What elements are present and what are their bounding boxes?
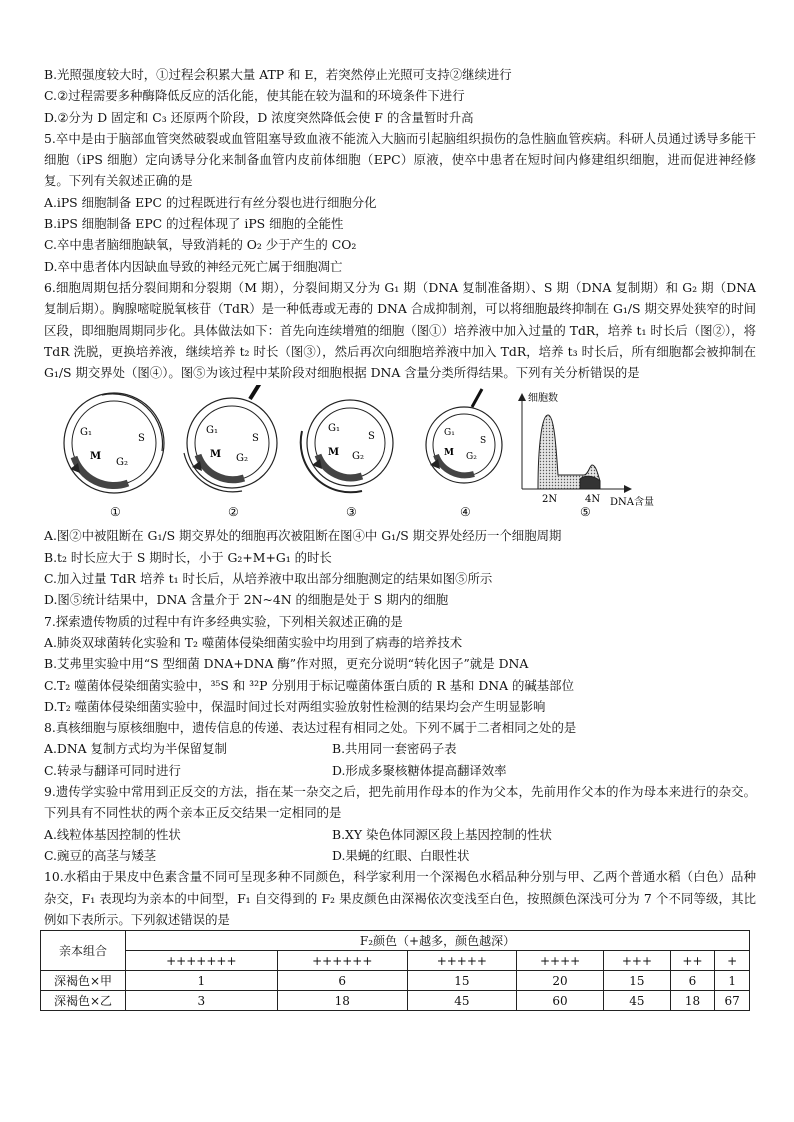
table-cell: 18 <box>670 991 715 1011</box>
table-cell: 15 <box>407 971 516 991</box>
dna-content-histogram <box>518 391 654 519</box>
table-cell: 3 <box>126 991 278 1011</box>
s-label: S <box>368 431 375 443</box>
histogram-xlabel: DNA含量 <box>610 497 654 509</box>
q6-option-c: C.加入过量 TdR 培养 t₁ 时长后，从培养液中取出部分细胞测定的结果如图⑤所示 <box>44 571 493 587</box>
g2-label: G₂ <box>466 452 477 463</box>
q5-option-a: A.iPS 细胞制备 EPC 的过程既进行有丝分裂也进行细胞分化 <box>44 194 377 210</box>
cell-cycle-figure <box>44 385 756 521</box>
q6-stem: 6.细胞周期包括分裂间期和分裂期（M 期），分裂间期又分为 G₁ 期（DNA 复制准备期）、S 期（DNA 复制期）和 G₂ 期（DNA 复制后期）。胸腺嘧啶脱氧核苷（TdR）是一种低毒或无毒的 DNA 合成抑制剂，可以将细胞最终抑制在 G₁/S 期交界处狭窄的时间区段，即细胞周期同步化。具体做法如下：首先向连续增殖的细胞（图①）培养液中加入过量的 TdR，培养 t₁ 时长后（图②），将 TdR 洗脱，更换培养液，继续培养 t₂ 时长（图③），然后再次向细胞培养液中加入 TdR，培养 t₃ 时长后，所有细胞都会被抑制在 G₁/S 期交界处（图④）。图⑤为该过程中某阶段对细胞根据 DNA 含量分类所得结果。下列有关分析错误的是 <box>44 279 756 381</box>
grade-cell: +++++++ <box>126 951 278 971</box>
q4-option-b: B.光照强度较大时，①过程会积累大量 ATP 和 E，若突然停止光照可支持②继续进行 <box>44 67 512 82</box>
s-label: S <box>252 433 259 445</box>
q8-option-b: B.共用同一套密码子表 <box>332 741 457 757</box>
exam-page <box>44 64 756 1011</box>
q6-option-b: B.t₂ 时长应大于 S 期时长，小于 G₂+M+G₁ 的时长 <box>44 549 332 565</box>
grade-cell: +++++ <box>407 951 516 971</box>
q5-stem: 5.卒中是由于脑部血管突然破裂或血管阻塞导致血液不能流入大脑而引起脑组织损伤的急性脑血管疾病。科研人员通过诱导多能干细胞（iPS 细胞）定向诱导分化来制备血管内皮前体细胞（EPC）原液，使卒中患者在短时间内修建组织细胞，进而促进神经修复。下列有关叙述正确的是 <box>44 130 756 189</box>
histogram-tick-4n: 4N <box>585 494 601 506</box>
grade-cell: ++ <box>670 951 715 971</box>
q4-option-d: D.②分为 D 固定和 C₃ 还原两个阶段，D 浓度突然降低会使 F 的含量暂时升高 <box>44 109 474 125</box>
q8-option-c: C.转录与翻译可同时进行 <box>44 762 181 778</box>
table-cell: 1 <box>126 971 278 991</box>
f2-color-table <box>40 930 750 1011</box>
q9-option-d: D.果蝇的红眼、白眼性状 <box>332 847 470 863</box>
histogram-ylabel: 细胞数 <box>528 393 558 405</box>
q8-stem: 8.真核细胞与原核细胞中，遗传信息的传递、表达过程有相同之处。下列不属于二者相同之处的是 <box>44 720 577 736</box>
g1-label: G₁ <box>444 428 455 439</box>
m-label: M <box>90 451 102 463</box>
q8-option-d: D.形成多聚核糖体提高翻译效率 <box>332 762 507 778</box>
g2-label: G₂ <box>116 457 128 469</box>
q9-option-b: B.XY 染色体同源区段上基因控制的性状 <box>332 826 552 842</box>
s-label: S <box>138 433 145 445</box>
table-cell: 6 <box>277 971 407 991</box>
q6-option-a: A.图②中被阻断在 G₁/S 期交界处的细胞再次被阻断在图④中 G₁/S 期交界处经历一个细胞周期 <box>44 528 562 544</box>
grade-cell: ++++ <box>516 951 604 971</box>
grade-cell: +++ <box>604 951 670 971</box>
figure-caption-2: ② <box>228 505 239 520</box>
figure-caption-4: ④ <box>460 505 471 520</box>
figure-caption-5: ⑤ <box>580 505 591 520</box>
q9-stem: 9.遗传学实验中常用到正反交的方法，指在某一杂交之后，把先前用作母本的作为父本，先前用作父本的作为母本来进行的杂交。下列具有不同性状的两个亲本正反交结果一定相同的是 <box>44 784 756 821</box>
table-cell: 67 <box>715 991 750 1011</box>
figure-caption-3: ③ <box>346 505 357 520</box>
q8-options-row-1 <box>44 738 756 759</box>
table-row <box>41 991 750 1011</box>
table-cell: 1 <box>715 971 750 991</box>
table-grade-row <box>41 951 750 971</box>
table-cell: 20 <box>516 971 604 991</box>
q9-option-c: C.豌豆的高茎与矮茎 <box>44 847 157 863</box>
cycle-circle-3 <box>301 400 393 492</box>
m-label: M <box>210 449 222 461</box>
table-header-f2-color: F₂颜色（+越多，颜色越深） <box>126 931 750 951</box>
g2-label: G₂ <box>236 453 248 465</box>
q7-option-c: C.T₂ 噬菌体侵染细菌实验中，³⁵S 和 ³²P 分别用于标记噬菌体蛋白质的 R 基和 DNA 的碱基部位 <box>44 677 574 693</box>
figure-caption-1: ① <box>110 505 121 520</box>
cell-cycle-figure-svg <box>44 385 756 521</box>
table-header-parent-combo: 亲本组合 <box>41 931 126 971</box>
q8-options-row-2 <box>44 760 756 781</box>
q7-option-b: B.艾弗里实验中用“S 型细菌 DNA+DNA 酶”作对照，更充分说明“转化因子”就是 DNA <box>44 656 529 672</box>
table-cell: 45 <box>407 991 516 1011</box>
g2-label: G₂ <box>352 451 364 463</box>
m-label: M <box>444 448 454 459</box>
q7-option-d: D.T₂ 噬菌体侵染细菌实验中，保温时间过长对两组实验放射性检测的结果均会产生明显影响 <box>44 698 546 714</box>
row-label: 深褐色×甲 <box>41 971 126 991</box>
cycle-circle-1 <box>64 393 164 493</box>
histogram-tick-2n: 2N <box>542 494 558 506</box>
table-cell: 6 <box>670 971 715 991</box>
cycle-circle-4 <box>426 389 502 483</box>
grade-cell: + <box>715 951 750 971</box>
q5-option-c: C.卒中患者脑细胞缺氧，导致消耗的 O₂ 少于产生的 CO₂ <box>44 237 357 253</box>
q5-option-b: B.iPS 细胞制备 EPC 的过程体现了 iPS 细胞的全能性 <box>44 216 344 232</box>
table-cell: 15 <box>604 971 670 991</box>
g1-label: G₁ <box>80 427 92 439</box>
q9-option-a: A.线粒体基因控制的性状 <box>44 826 181 842</box>
table-cell: 45 <box>604 991 670 1011</box>
table-cell: 18 <box>277 991 407 1011</box>
q4-option-c: C.②过程需要多种酶降低反应的活化能，使其能在较为温和的环境条件下进行 <box>44 88 465 104</box>
cycle-circle-2 <box>184 385 277 492</box>
q9-options-row-1 <box>44 824 756 845</box>
q10-stem: 10.水稻由于果皮中色素含量不同可呈现多种不同颜色，科学家利用一个深褐色水稻品种分别与甲、乙两个普通水稻（白色）品种杂交，F₁ 表现均为亲本的中间型，F₁ 自交得到的 F₂ 果皮颜色由深褐依次变浅至白色，按照颜色深浅可分为 7 个不同等级，其比例如下表所示。下列叙述错误的是 <box>44 869 756 927</box>
histogram-dark-area <box>580 477 600 490</box>
s-label: S <box>480 436 487 447</box>
q5-option-d: D.卒中患者体内因缺血导致的神经元死亡属于细胞凋亡 <box>44 258 343 274</box>
q9-options-row-2 <box>44 845 756 866</box>
g1-label: G₁ <box>328 423 340 435</box>
table-cell: 60 <box>516 991 604 1011</box>
q7-stem: 7.探索遗传物质的过程中有许多经典实验，下列相关叙述正确的是 <box>44 613 403 629</box>
row-label: 深褐色×乙 <box>41 991 126 1011</box>
table-row <box>41 971 750 991</box>
q7-option-a: A.肺炎双球菌转化实验和 T₂ 噬菌体侵染细菌实验中均用到了病毒的培养技术 <box>44 634 463 650</box>
m-label: M <box>328 447 340 459</box>
q6-option-d: D.图⑤统计结果中，DNA 含量介于 2N~4N 的细胞是处于 S 期内的细胞 <box>44 592 449 608</box>
g1-label: G₁ <box>206 425 218 437</box>
q8-option-a: A.DNA 复制方式均为半保留复制 <box>44 741 227 757</box>
grade-cell: ++++++ <box>277 951 407 971</box>
